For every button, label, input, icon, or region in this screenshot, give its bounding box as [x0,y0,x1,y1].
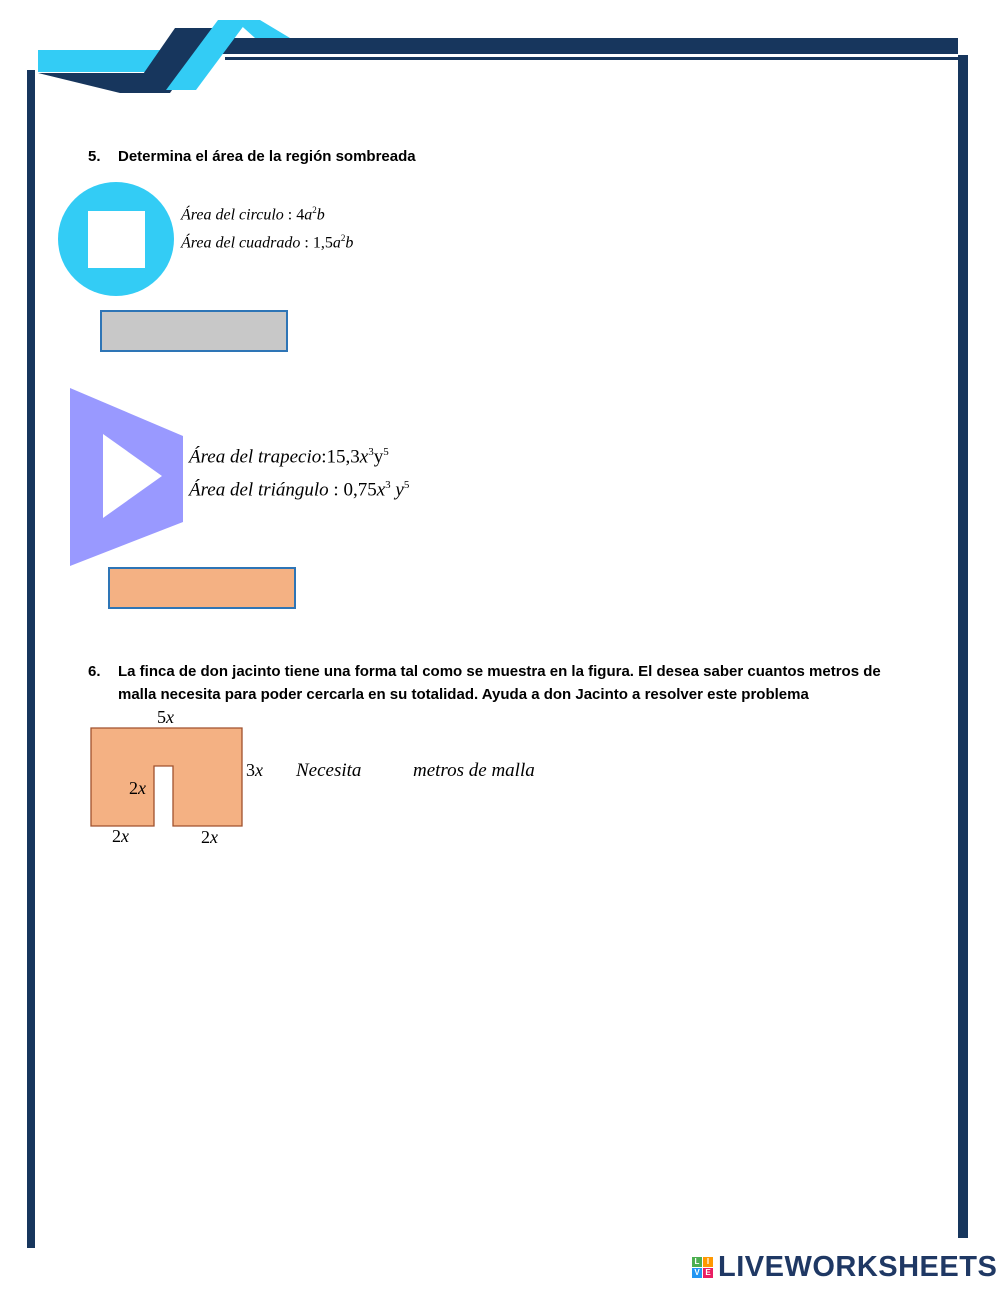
needs-label: Necesita [296,760,362,781]
liveworksheets-logo-icon: L I V E [692,1257,714,1279]
land-shape [91,728,242,826]
dim-top: 5x [157,707,174,727]
land-figure [88,725,248,831]
question-6-line-1: La finca de don jacinto tiene una forma tal como se muestra en la figura. El desea saber cuantos metros de [118,663,881,680]
circle-area-text: Área del circulo : $4a^2b$ [181,205,325,224]
dim-bottom-left: 2x [112,826,129,846]
dim-bottom-right: 2x [201,827,218,847]
trapezoid-area-text: Área del $trapecio:15,3x^3y^5$ [189,446,389,468]
right-border [958,55,968,1238]
trapezoid-figure [70,388,186,568]
question-6-text [118,660,948,706]
question-5-number: 5. [88,148,101,165]
answer-box-circle[interactable] [100,310,288,352]
question-6-line-2: malla necesita para poder cercarla en su totalidad. Ayuda a don Jacinto a resolver este problema [118,686,809,703]
triangle-area-text: Área del triángulo : $0,75x^3$ $y^5$ [189,479,410,501]
square-shape [88,211,145,268]
liveworksheets-brand: LIVEWORKSHEETS [718,1251,998,1283]
answer-box-trapezoid[interactable] [108,567,296,609]
dim-inner: 2x [129,778,146,798]
question-6-number: 6. [88,663,101,680]
dim-right: 3x [246,760,263,780]
circle-figure [58,182,176,298]
question-5-text: Determina el área de la región sombreada [118,148,416,165]
header-decoration [0,0,1000,100]
meters-answer-input[interactable] [368,760,408,782]
left-border [27,70,35,1248]
square-area-text: Área del cuadrado : $1,5a^2b$ [181,233,354,252]
meters-label: metros de malla [413,760,535,781]
